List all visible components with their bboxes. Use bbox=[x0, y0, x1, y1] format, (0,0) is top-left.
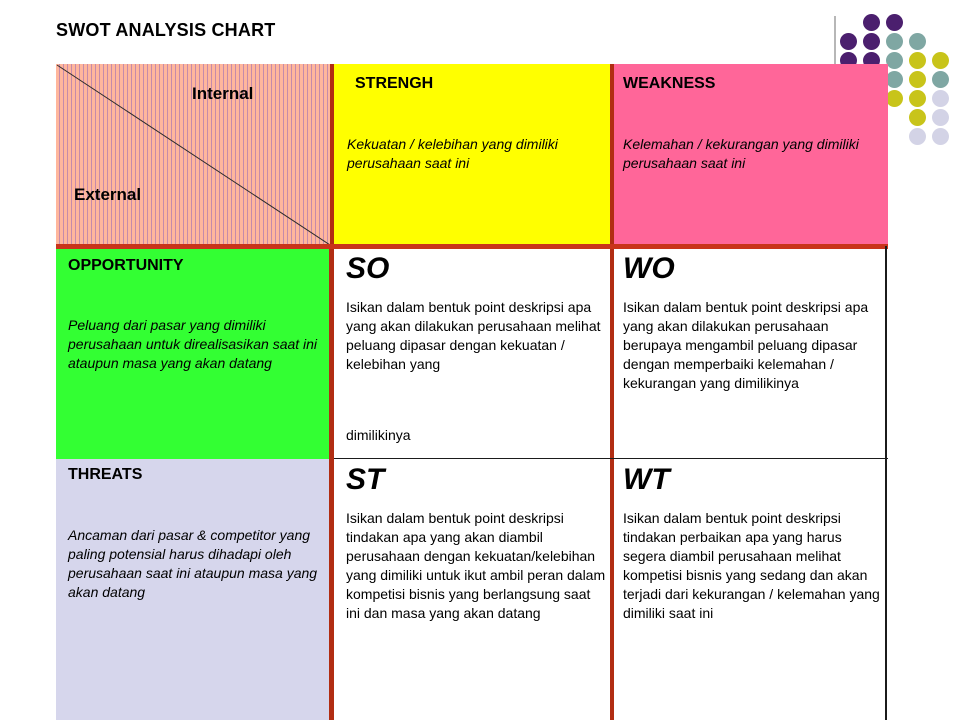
st-cell bbox=[334, 459, 610, 720]
weakness-cell bbox=[610, 64, 888, 247]
st-text: Isikan dalam bentuk point deskripsi tindakan apa yang akan diambil perusahaan dengan kekuatan/kelebihan yang dimiliki untuk ikut ambil peran dalam kompetisi bisnis yang berlangsung saat ini dan masa yang akan datang bbox=[346, 510, 606, 621]
weakness-desc: Kelemahan / kekurangan yang dimiliki perusahaan saat ini bbox=[623, 136, 859, 171]
st-code: ST bbox=[346, 463, 385, 496]
external-label: External bbox=[74, 185, 142, 204]
corner-cell bbox=[56, 64, 334, 247]
so-text: Isikan dalam bentuk point deskripsi apa yang akan dilakukan perusahaan melihat peluang dipasar dengan kekuatan / kelebihan yang bbox=[346, 299, 601, 372]
decorative-dot bbox=[863, 14, 880, 31]
threats-desc: Ancaman dari pasar & competitor yang paling potensial harus dihadapi oleh perusahaan saat ini ataupun masa yang akan datang bbox=[68, 527, 318, 600]
decorative-divider bbox=[834, 16, 836, 68]
wt-code: WT bbox=[623, 463, 670, 496]
swot-grid bbox=[56, 64, 888, 720]
decorative-dot bbox=[909, 90, 926, 107]
so-cell bbox=[334, 249, 610, 459]
decorative-dot bbox=[863, 33, 880, 50]
wo-text: Isikan dalam bentuk point deskripsi apa yang akan dilakukan perusahaan berupaya mengambil peluang dipasar dengan memperbaiki kelemahan / kekurangan yang dimilikinya bbox=[623, 299, 869, 391]
decorative-dot bbox=[840, 33, 857, 50]
wt-cell bbox=[610, 459, 888, 720]
opportunity-desc: Peluang dari pasar yang dimiliki perusahaan untuk direalisasikan saat ini ataupun masa yang akan datang bbox=[68, 317, 318, 371]
internal-label: Internal bbox=[192, 84, 254, 103]
so-code: SO bbox=[346, 252, 390, 285]
threats-heading: THREATS bbox=[68, 466, 143, 483]
decorative-dot bbox=[932, 71, 949, 88]
opportunity-heading: OPPORTUNITY bbox=[68, 257, 184, 274]
right-border bbox=[885, 246, 887, 720]
decorative-dot bbox=[909, 71, 926, 88]
decorative-dot bbox=[909, 109, 926, 126]
decorative-dot bbox=[886, 71, 903, 88]
strength-cell bbox=[334, 64, 610, 247]
decorative-dot bbox=[932, 109, 949, 126]
weakness-heading: WEAKNESS bbox=[623, 75, 716, 92]
decorative-dot bbox=[932, 90, 949, 107]
decorative-dot bbox=[886, 90, 903, 107]
decorative-dot bbox=[932, 128, 949, 145]
wt-text: Isikan dalam bentuk point deskripsi tindakan perbaikan apa yang harus segera diambil perusahaan melihat kompetisi bisnis yang sedang dan akan terjadi dari kekurangan / kelemahan yang dimiliki saat ini bbox=[623, 510, 880, 621]
threats-cell bbox=[56, 459, 334, 720]
decorative-dot bbox=[909, 52, 926, 69]
so-text-tail: dimilikinya bbox=[346, 427, 411, 443]
decorative-dot bbox=[932, 52, 949, 69]
opportunity-cell bbox=[56, 249, 334, 459]
decorative-dot bbox=[909, 128, 926, 145]
strength-heading: STRENGH bbox=[355, 75, 434, 92]
decorative-dot bbox=[886, 14, 903, 31]
decorative-dot bbox=[886, 33, 903, 50]
page-title: SWOT ANALYSIS CHART bbox=[56, 20, 276, 40]
decorative-dot bbox=[909, 33, 926, 50]
wo-cell bbox=[610, 249, 888, 459]
strength-desc: Kekuatan / kelebihan yang dimiliki perusahaan saat ini bbox=[347, 136, 558, 171]
decorative-dot bbox=[886, 52, 903, 69]
wo-code: WO bbox=[623, 252, 675, 285]
